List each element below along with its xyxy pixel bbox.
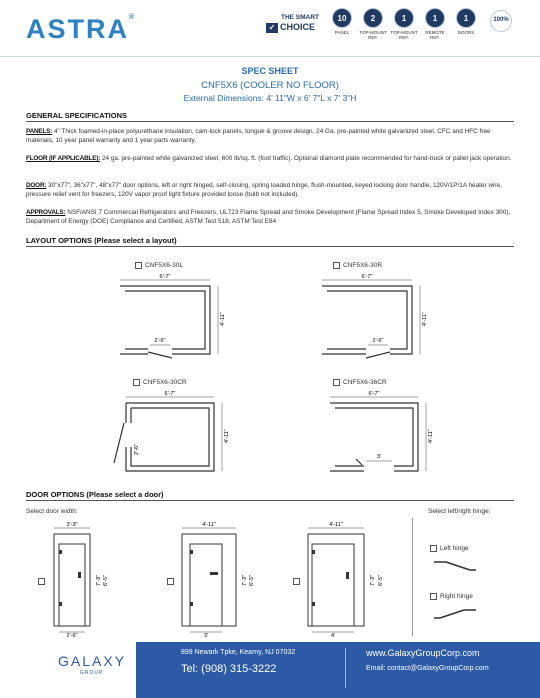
door-drawing-48 bbox=[304, 520, 388, 638]
layout-name: CNF5X6-30CR bbox=[143, 379, 187, 387]
external-dimensions: External Dimensions: 4' 11"W x 6' 7"L x 7' 3"H bbox=[183, 93, 357, 103]
layout-option-30l[interactable] bbox=[135, 262, 183, 269]
left-hinge-label: Left hinge bbox=[440, 545, 469, 553]
door-handle bbox=[78, 572, 81, 578]
height-label: 6'-5" bbox=[249, 575, 255, 586]
door-text: 30"x77", 36"x77", 48"x77" door options, left or right hinged, self-closing, spring loaded hinge, flush-mounted, keyed locking door handle, 120V/1P/1A heater wire, pressure relief vent for freezers, 120V vapor proof light fixture provided loose (bulb not included). bbox=[26, 182, 502, 198]
footer-divider bbox=[345, 648, 346, 688]
warranty-badge-0 bbox=[332, 8, 357, 35]
door-swing bbox=[366, 352, 390, 358]
hinge bbox=[312, 602, 315, 606]
door-options-heading: DOOR OPTIONS (Please select a door) bbox=[26, 490, 164, 499]
select-door-width-label: Select door width: bbox=[26, 508, 78, 515]
badge-value: 1 bbox=[456, 8, 476, 28]
panels-text: 4" Thick foamed-in-place polyurethane insulation, cam-lock panels, tongue & groove design, 24 Ga. pre-painted white galvanized steel, CFC and HFC free materials, 10 year panel warranty and 1 year parts warranty, bbox=[26, 128, 491, 144]
hinge bbox=[59, 602, 62, 606]
approvals-spec bbox=[26, 208, 514, 226]
door-spec bbox=[26, 181, 514, 199]
check-icon: ✓ bbox=[266, 23, 278, 33]
vertical-divider bbox=[412, 518, 413, 636]
logo-text: ASTRA bbox=[26, 14, 129, 44]
door-swing bbox=[148, 352, 172, 358]
door-width-checkbox-1[interactable] bbox=[38, 578, 45, 585]
badge-value: 2 bbox=[363, 8, 383, 28]
room-outline bbox=[322, 286, 412, 354]
page-title: SPEC SHEET bbox=[241, 66, 299, 76]
layout-drawing-30cr bbox=[108, 387, 238, 487]
layout-checkbox[interactable] bbox=[333, 262, 340, 269]
door-handle bbox=[210, 572, 218, 575]
badge-label: DOORS bbox=[457, 30, 475, 35]
layout-checkbox[interactable] bbox=[133, 379, 140, 386]
layout-option-36cr[interactable] bbox=[333, 379, 387, 386]
left-hinge-checkbox[interactable] bbox=[430, 545, 437, 552]
height-label: 7'-3" bbox=[242, 575, 248, 586]
galaxy-logo-sub: GROUP bbox=[80, 670, 104, 676]
width-label: 4'-11" bbox=[428, 429, 434, 443]
door-panel bbox=[190, 544, 222, 626]
length-label: 6'-7" bbox=[159, 274, 171, 280]
layout-drawing-36cr bbox=[318, 387, 438, 487]
door-frame bbox=[308, 534, 364, 626]
door-width-label: 3' bbox=[376, 454, 382, 460]
badge-value: 1 bbox=[394, 8, 414, 28]
room-inner bbox=[131, 408, 209, 466]
smart-choice-line2 bbox=[266, 22, 326, 33]
approvals-text: NSF/ANSI 7 Commercial Refrigerators and Freezers, UL723 Flame Spread and Smoke Development (Flame Spread Index 5, Smoke Developed Index 300), Department of Energy (DOE) Compliance and Certified, ASTM Test 518, ASTM Test E84 bbox=[26, 209, 511, 225]
layout-option-30cr[interactable] bbox=[133, 379, 187, 386]
warranty-badge-1 bbox=[359, 8, 388, 40]
hinge bbox=[312, 550, 315, 554]
inner-width-label: 3' bbox=[203, 633, 209, 638]
door-panel bbox=[312, 544, 354, 626]
smart-choice-line1: THE SMART bbox=[281, 14, 319, 21]
width-label: 4'-11" bbox=[422, 312, 428, 326]
door-width-label: 2'-6" bbox=[154, 338, 166, 344]
badge-label: REMOTE REF. bbox=[425, 30, 445, 40]
door-handle bbox=[346, 572, 349, 579]
badge-label: TOP-MOUNT REF. bbox=[359, 30, 387, 40]
room-inner bbox=[327, 291, 407, 349]
badge-label: TOP-MOUNT REF. bbox=[390, 30, 418, 40]
door-width-label: 2'-6" bbox=[372, 338, 384, 344]
hinge bbox=[190, 602, 193, 606]
warranty-badge-4 bbox=[456, 8, 481, 35]
door-width-label: 2'-6" bbox=[134, 444, 140, 455]
door-width-checkbox-3[interactable] bbox=[293, 578, 300, 585]
door-label: DOOR: bbox=[26, 182, 47, 189]
layout-checkbox[interactable] bbox=[333, 379, 340, 386]
model-name: CNF5X6 (COOLER NO FLOOR) bbox=[201, 80, 339, 91]
length-label: 6'-7" bbox=[368, 391, 380, 397]
section-rule bbox=[26, 500, 514, 501]
section-rule bbox=[26, 121, 514, 122]
right-hinge-checkbox[interactable] bbox=[430, 593, 437, 600]
footer-email[interactable]: Email: contact@GalaxyGroupCorp.com bbox=[366, 665, 489, 672]
hundred-percent-badge: 100% bbox=[490, 10, 512, 32]
outer-width-label: 4'-11" bbox=[329, 522, 343, 528]
footer-website[interactable]: www.GalaxyGroupCorp.com bbox=[366, 648, 480, 658]
floor-text: 24 ga. pre-painted white galvanized steel, 600 lb/sq. ft. (foot traffic). Optional diamond plate recommended for hand-truck or pallet jack operation. bbox=[100, 155, 512, 162]
outer-width-label: 3'-3" bbox=[66, 522, 78, 528]
height-label: 7'-3" bbox=[370, 575, 376, 586]
badge-label: PANEL bbox=[334, 30, 350, 35]
warranty-badge-2 bbox=[390, 8, 419, 40]
badge-value: 1 bbox=[425, 8, 445, 28]
inner-width-label: 4' bbox=[330, 633, 336, 638]
astra-logo bbox=[26, 14, 136, 45]
height-label: 7'-3" bbox=[96, 575, 102, 586]
width-label: 4'-11" bbox=[224, 429, 230, 443]
general-specs-heading: GENERAL SPECIFICATIONS bbox=[26, 111, 127, 120]
door-width-checkbox-2[interactable] bbox=[167, 578, 174, 585]
width-label: 4'-11" bbox=[220, 312, 226, 326]
room-outline bbox=[126, 403, 214, 471]
layout-checkbox[interactable] bbox=[135, 262, 142, 269]
floor-spec bbox=[26, 154, 514, 163]
smart-choice-text: CHOICE bbox=[280, 22, 316, 32]
door-drawing-36 bbox=[178, 520, 258, 638]
footer-address: 899 Newark Tpke, Kearny, NJ 07032 bbox=[181, 649, 296, 656]
layout-drawing-30r bbox=[310, 270, 430, 362]
height-label: 6'-5" bbox=[103, 575, 109, 586]
layout-name: CNF5X6-36CR bbox=[343, 379, 387, 387]
outer-width-label: 4'-11" bbox=[202, 522, 216, 528]
layout-drawing-30l bbox=[108, 270, 228, 362]
height-label: 6'-5" bbox=[378, 575, 384, 586]
inner-width-label: 2'-6" bbox=[66, 633, 78, 638]
section-rule bbox=[26, 246, 514, 247]
left-hinge-icon bbox=[430, 556, 480, 576]
hinge bbox=[59, 550, 62, 554]
layout-name: CNF5X6-30L bbox=[145, 262, 183, 270]
right-hinge-option[interactable] bbox=[430, 593, 473, 600]
left-hinge-option[interactable] bbox=[430, 545, 469, 552]
door-swing bbox=[114, 423, 124, 463]
select-hinge-label: Select left/right hinge: bbox=[428, 508, 491, 515]
panels-label: PANELS: bbox=[26, 128, 53, 135]
floor-label: FLOOR (IF APPLICABLE): bbox=[26, 155, 101, 162]
hinge bbox=[190, 550, 193, 554]
layout-options-heading: LAYOUT OPTIONS (Please select a layout) bbox=[26, 236, 177, 245]
door-drawing-30 bbox=[50, 520, 110, 638]
length-label: 6'-7" bbox=[361, 274, 373, 280]
registered-mark: ® bbox=[129, 14, 137, 21]
right-hinge-icon bbox=[430, 604, 480, 624]
galaxy-logo: GALAXY bbox=[58, 653, 127, 669]
footer-phone: Tel: (908) 315-3222 bbox=[181, 663, 277, 675]
layout-name: CNF5X6-30R bbox=[343, 262, 383, 270]
approvals-label: APPROVALS: bbox=[26, 209, 66, 216]
badge-value: 10 bbox=[332, 8, 352, 28]
layout-option-30r[interactable] bbox=[333, 262, 382, 269]
right-hinge-label: Right hinge bbox=[440, 593, 473, 601]
door-swing bbox=[356, 459, 362, 465]
length-label: 6'-7" bbox=[164, 391, 176, 397]
warranty-badge-3 bbox=[425, 8, 450, 40]
room-inner bbox=[335, 408, 413, 466]
panels-spec bbox=[26, 127, 514, 145]
footer-logo-area bbox=[0, 642, 136, 698]
door-panel bbox=[59, 544, 85, 626]
smart-choice-badge bbox=[266, 14, 326, 36]
header-divider bbox=[0, 56, 540, 57]
